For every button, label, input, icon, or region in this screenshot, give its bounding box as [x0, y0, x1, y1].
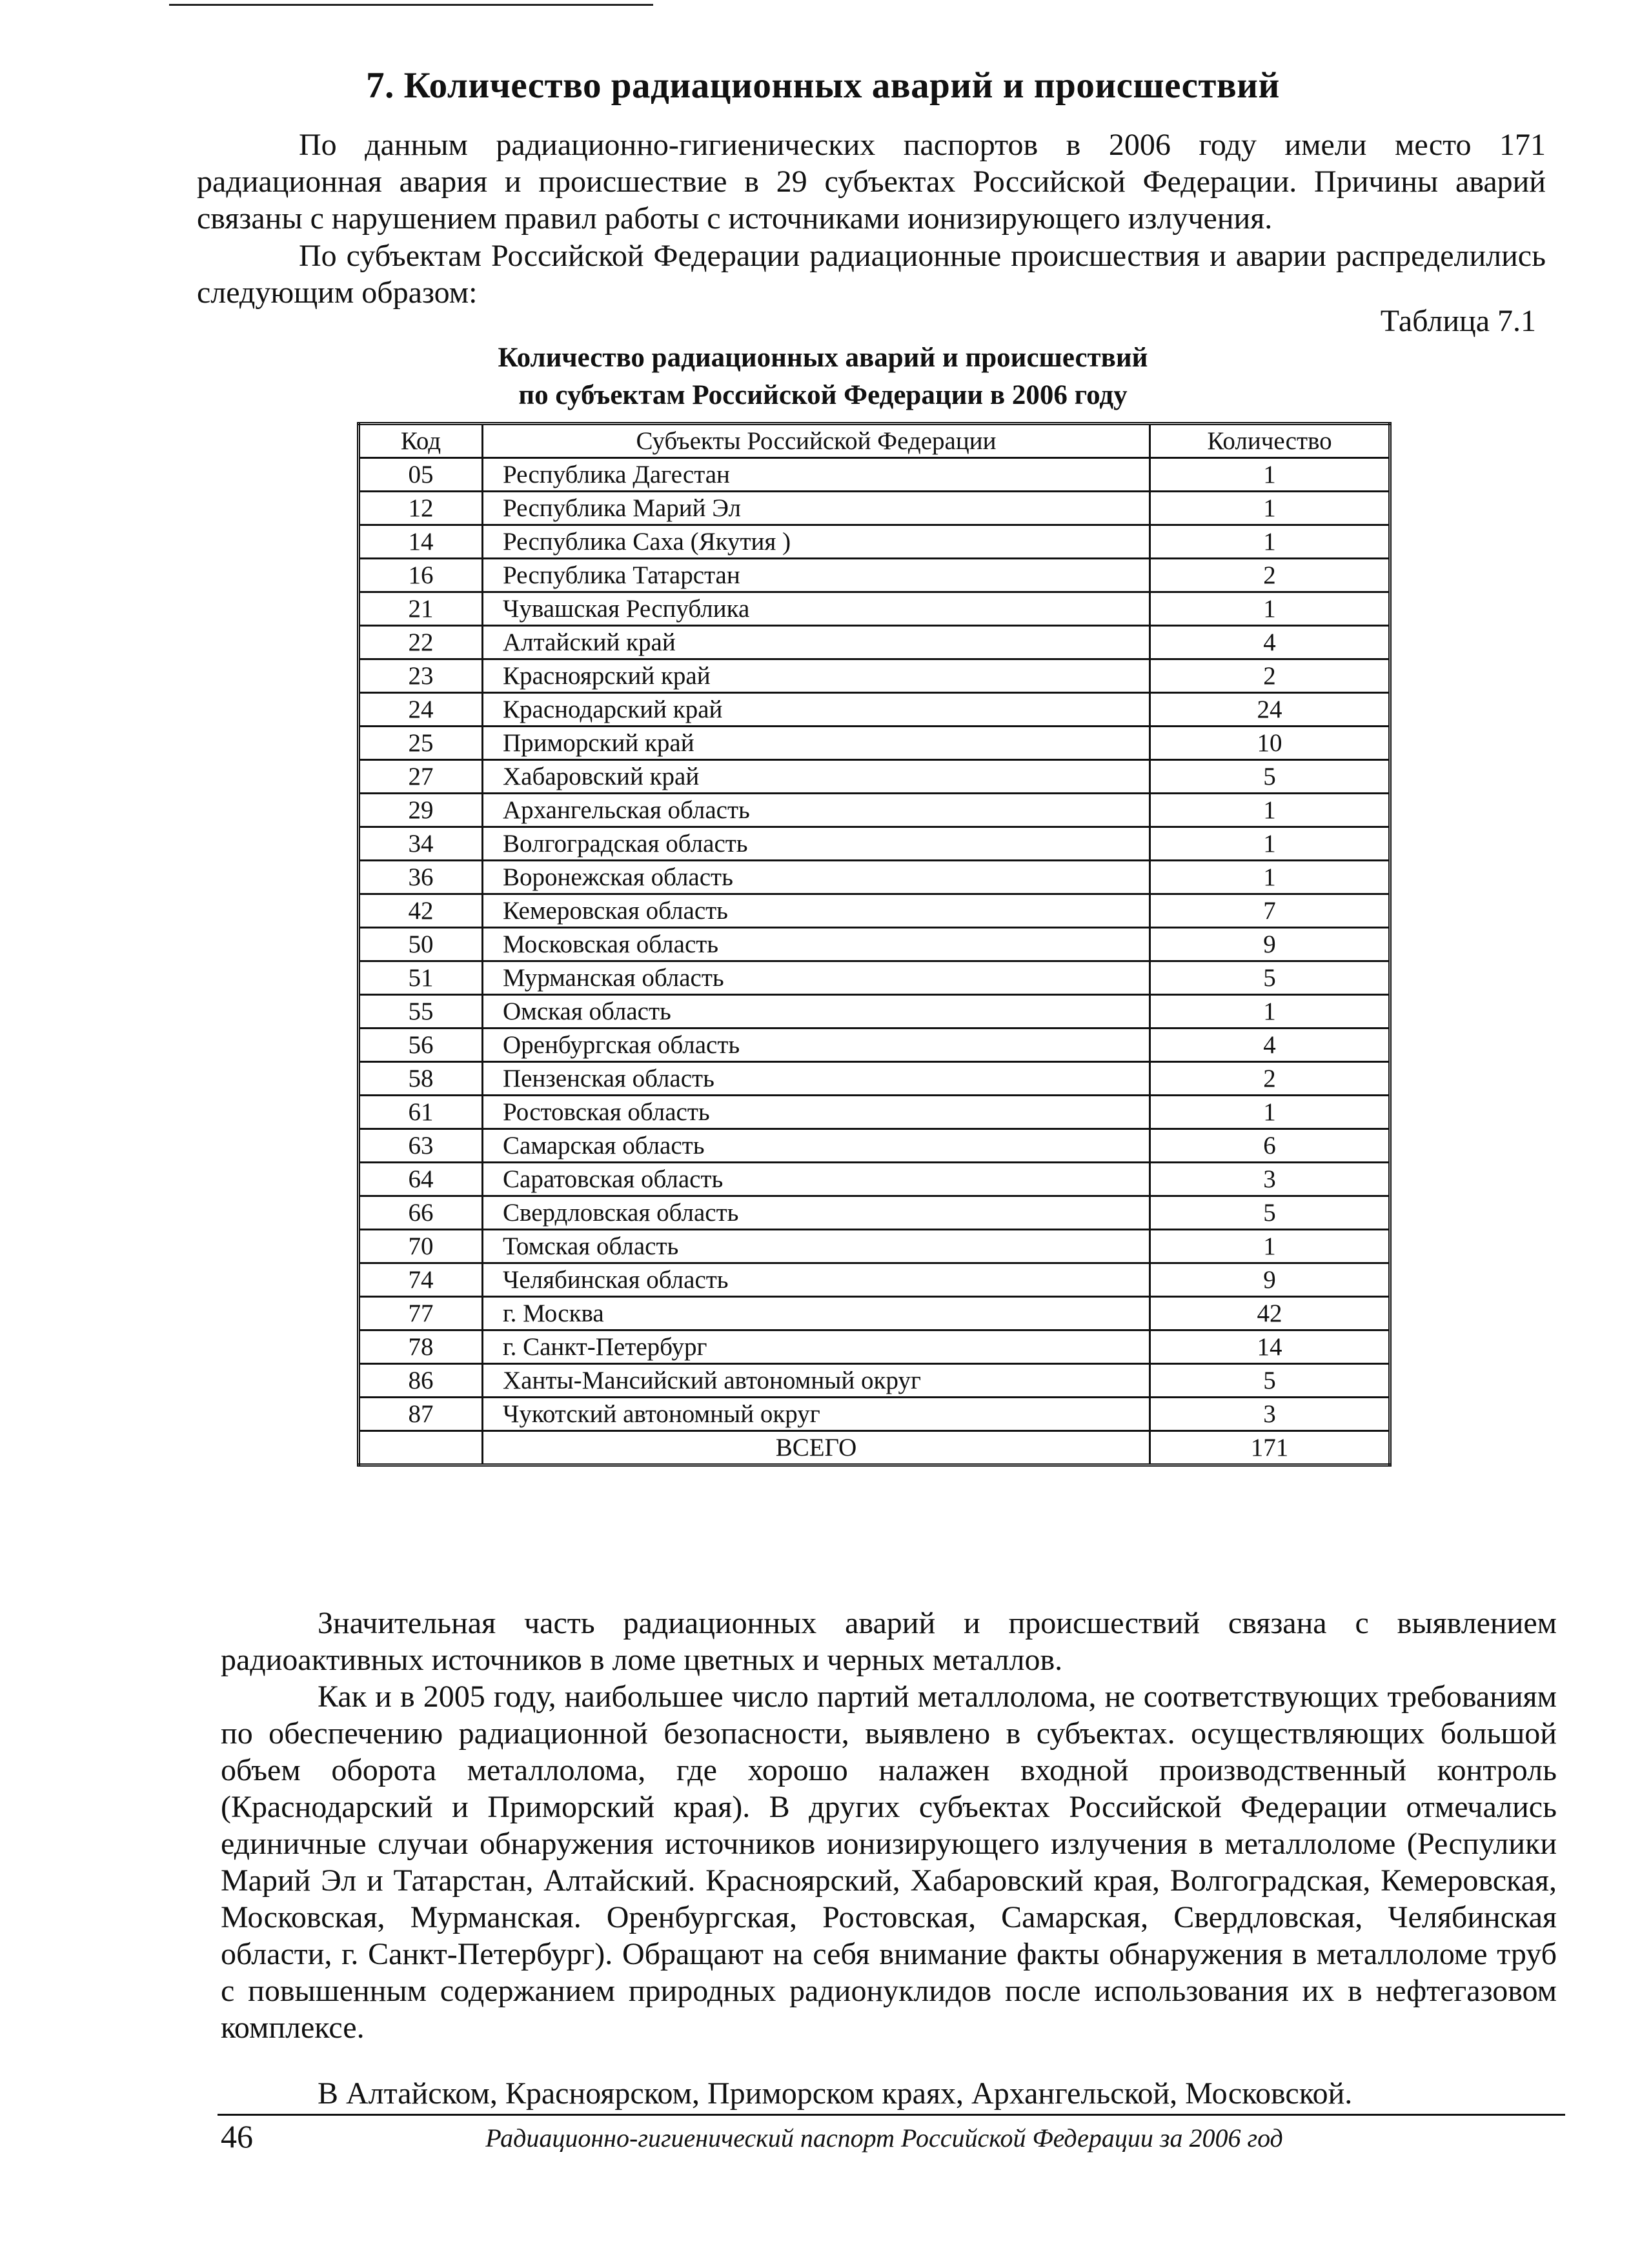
table-row	[359, 1364, 1390, 1398]
region-code-cell: 50	[359, 928, 483, 961]
region-name-cell: Кемеровская область	[483, 894, 1150, 928]
region-code-cell: 42	[359, 894, 483, 928]
region-name-cell: г. Санкт-Петербург	[483, 1330, 1150, 1364]
region-name-cell: Архангельская область	[483, 794, 1150, 827]
incident-count-cell: 9	[1150, 1263, 1390, 1297]
region-code-cell: 29	[359, 794, 483, 827]
table-row	[359, 1230, 1390, 1263]
region-code-cell: 77	[359, 1297, 483, 1330]
region-name-cell: Республика Саха (Якутия )	[483, 525, 1150, 559]
region-name-cell: Московская область	[483, 928, 1150, 961]
table-row	[359, 1297, 1390, 1330]
running-footer-title: Радиационно-гигиенический паспорт Российской Федерации за 2006 год	[485, 2123, 1283, 2153]
region-name-cell: Алтайский край	[483, 626, 1150, 659]
region-code-cell: 14	[359, 525, 483, 559]
table-row	[359, 1163, 1390, 1196]
region-code-cell: 86	[359, 1364, 483, 1398]
region-name-cell: Хабаровский край	[483, 760, 1150, 794]
table-row	[359, 592, 1390, 626]
region-name-cell: Саратовская область	[483, 1163, 1150, 1196]
region-code-cell: 70	[359, 1230, 483, 1263]
page-number: 46	[221, 2118, 253, 2154]
region-code-cell: 24	[359, 693, 483, 727]
incident-count-cell: 1	[1150, 1096, 1390, 1129]
table-caption-line-2: по субъектам Российской Федерации в 2006 году	[518, 380, 1128, 410]
region-code-cell: 56	[359, 1029, 483, 1062]
incident-count-cell: 4	[1150, 626, 1390, 659]
incident-count-cell: 1	[1150, 458, 1390, 492]
region-code-cell: 23	[359, 659, 483, 693]
incident-count-cell: 1	[1150, 592, 1390, 626]
table-header-row	[359, 424, 1390, 458]
table-total-row	[359, 1431, 1390, 1465]
table-row	[359, 861, 1390, 894]
region-code-cell: 66	[359, 1196, 483, 1230]
table-row	[359, 458, 1390, 492]
table-row	[359, 794, 1390, 827]
table-body	[359, 458, 1390, 1431]
region-name-cell: Приморский край	[483, 727, 1150, 760]
table-row	[359, 626, 1390, 659]
incident-count-cell: 1	[1150, 861, 1390, 894]
region-code-cell: 58	[359, 1062, 483, 1096]
region-name-cell: Оренбургская область	[483, 1029, 1150, 1062]
total-value-cell: 171	[1150, 1431, 1390, 1465]
region-name-cell: Краснодарский край	[483, 693, 1150, 727]
region-code-cell: 87	[359, 1398, 483, 1431]
region-name-cell: Чувашская Республика	[483, 592, 1150, 626]
table-row	[359, 1096, 1390, 1129]
table-row	[359, 1129, 1390, 1163]
total-label-cell: ВСЕГО	[483, 1431, 1150, 1465]
column-header-count: Количество	[1150, 424, 1390, 458]
incident-count-cell: 1	[1150, 995, 1390, 1029]
table-row	[359, 559, 1390, 592]
incident-count-cell: 4	[1150, 1029, 1390, 1062]
table-row	[359, 827, 1390, 861]
region-name-cell: Томская область	[483, 1230, 1150, 1263]
region-name-cell: Челябинская область	[483, 1263, 1150, 1297]
incident-count-cell: 24	[1150, 693, 1390, 727]
region-code-cell: 16	[359, 559, 483, 592]
table-row	[359, 727, 1390, 760]
incident-count-cell: 1	[1150, 492, 1390, 525]
region-code-cell: 36	[359, 861, 483, 894]
region-name-cell: Красноярский край	[483, 659, 1150, 693]
top-rule	[169, 4, 653, 6]
table-row	[359, 1196, 1390, 1230]
region-code-cell: 78	[359, 1330, 483, 1364]
section-heading: 7. Количество радиационных аварий и происшествий	[366, 65, 1280, 106]
incident-count-cell: 6	[1150, 1129, 1390, 1163]
region-code-cell: 25	[359, 727, 483, 760]
total-code-cell	[359, 1431, 483, 1465]
incident-count-cell: 7	[1150, 894, 1390, 928]
incident-count-cell: 3	[1150, 1398, 1390, 1431]
region-name-cell: Свердловская область	[483, 1196, 1150, 1230]
table-row	[359, 1029, 1390, 1062]
scrap-batches-paragraph: Как и в 2005 году, наибольшее число партий металлолома, не соответствующих требованиям по обеспечению радиационной безопасности, выявлено в субъектах. осуществляющих большой объем оборота металлолома, где хорошо налажен входной производственный контроль (Краснодарский и Приморский края). В других субъектах Российской Федерации отмечались единичные случаи обнаружения источников ионизирующего излучения в металлоломе (Респулики Марий Эл и Татарстан, Алтайский. Красноярский, Хабаровский края, Волгоградская, Кемеровская, Московская, Мурманская. Оренбургская, Ростовская, Самарская, Свердловская, Челябинская области, г. Санкт-Петербург). Обращают на себя внимание факты обнаружения в металлоломе труб с повышенным содержанием природных радионуклидов после использования их в нефтегазовом комплексе.	[221, 1680, 1557, 2045]
region-code-cell: 74	[359, 1263, 483, 1297]
incident-count-cell: 1	[1150, 827, 1390, 861]
incident-count-cell: 5	[1150, 760, 1390, 794]
incident-count-cell: 5	[1150, 1364, 1390, 1398]
region-code-cell: 22	[359, 626, 483, 659]
incident-count-cell: 42	[1150, 1297, 1390, 1330]
table-row	[359, 894, 1390, 928]
region-name-cell: г. Москва	[483, 1297, 1150, 1330]
table-row	[359, 995, 1390, 1029]
region-name-cell: Воронежская область	[483, 861, 1150, 894]
incident-count-cell: 5	[1150, 1196, 1390, 1230]
table-row	[359, 928, 1390, 961]
incident-count-cell: 9	[1150, 928, 1390, 961]
table-row	[359, 659, 1390, 693]
intro-paragraph: По данным радиационно-гигиенических паспортов в 2006 году имели место 171 радиационная авария и происшествие в 29 субъектах Российской Федерации. Причины аварий связаны с нарушением правил работы с источниками ионизирующего излучения.	[197, 128, 1546, 236]
table-row	[359, 693, 1390, 727]
incident-count-cell: 5	[1150, 961, 1390, 995]
table-caption-line-1: Количество радиационных аварий и происшествий	[498, 343, 1148, 373]
table-row	[359, 1330, 1390, 1364]
footer-rule	[218, 2114, 1565, 2116]
incident-count-cell: 2	[1150, 1062, 1390, 1096]
region-name-cell: Пензенская область	[483, 1062, 1150, 1096]
regions-continued-paragraph: В Алтайском, Красноярском, Приморском краях, Архангельской, Московской.	[318, 2076, 1353, 2111]
table-number-label: Таблица 7.1	[1380, 304, 1536, 338]
region-code-cell: 64	[359, 1163, 483, 1196]
table-caption	[290, 339, 1355, 414]
table-row	[359, 492, 1390, 525]
distribution-paragraph: По субъектам Российской Федерации радиационные происшествия и аварии распределились следующим образом:	[197, 239, 1546, 310]
table-row	[359, 1062, 1390, 1096]
region-name-cell: Ханты-Мансийский автономный округ	[483, 1364, 1150, 1398]
region-code-cell: 12	[359, 492, 483, 525]
accidents-table	[357, 422, 1392, 1467]
incident-count-cell: 2	[1150, 559, 1390, 592]
region-code-cell: 61	[359, 1096, 483, 1129]
region-code-cell: 21	[359, 592, 483, 626]
region-code-cell: 55	[359, 995, 483, 1029]
region-code-cell: 51	[359, 961, 483, 995]
table-row	[359, 760, 1390, 794]
table-row	[359, 1398, 1390, 1431]
region-name-cell: Мурманская область	[483, 961, 1150, 995]
region-code-cell: 63	[359, 1129, 483, 1163]
region-name-cell: Чукотский автономный округ	[483, 1398, 1150, 1431]
region-name-cell: Республика Марий Эл	[483, 492, 1150, 525]
region-name-cell: Омская область	[483, 995, 1150, 1029]
table-row	[359, 1263, 1390, 1297]
incident-count-cell: 1	[1150, 1230, 1390, 1263]
incident-count-cell: 1	[1150, 525, 1390, 559]
region-name-cell: Ростовская область	[483, 1096, 1150, 1129]
incident-count-cell: 10	[1150, 727, 1390, 760]
incident-count-cell: 3	[1150, 1163, 1390, 1196]
region-name-cell: Волгоградская область	[483, 827, 1150, 861]
table-row	[359, 961, 1390, 995]
region-code-cell: 34	[359, 827, 483, 861]
region-code-cell: 05	[359, 458, 483, 492]
incident-count-cell: 14	[1150, 1330, 1390, 1364]
table-row	[359, 525, 1390, 559]
region-name-cell: Самарская область	[483, 1129, 1150, 1163]
incident-count-cell: 1	[1150, 794, 1390, 827]
column-header-code: Код	[359, 424, 483, 458]
metal-scrap-paragraph: Значительная часть радиационных аварий и происшествий связана с выявлением радиоактивных источников в ломе цветных и черных металлов.	[221, 1606, 1557, 1677]
region-name-cell: Республика Дагестан	[483, 458, 1150, 492]
incident-count-cell: 2	[1150, 659, 1390, 693]
region-name-cell: Республика Татарстан	[483, 559, 1150, 592]
column-header-subject: Субъекты Российской Федерации	[483, 424, 1150, 458]
region-code-cell: 27	[359, 760, 483, 794]
